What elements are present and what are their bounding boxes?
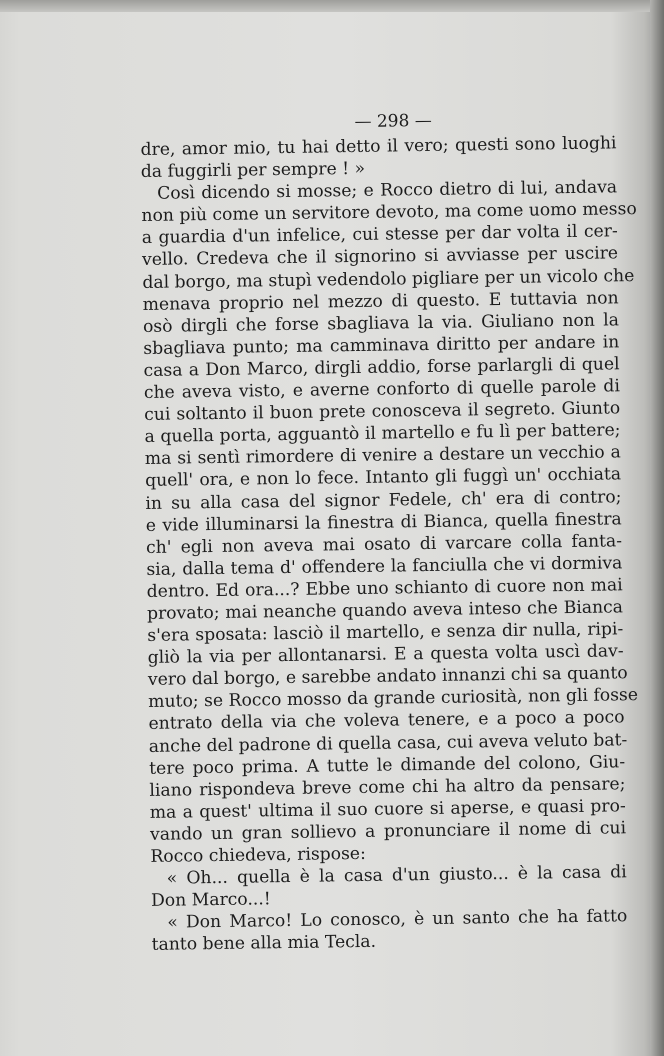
text-line: « Don Marco! Lo conosco, è un santo che ha fatto bbox=[167, 906, 628, 933]
text-line: a quella porta, agguantò il martello e fu lì per battere; bbox=[144, 420, 621, 448]
text-line: che aveva visto, e averne conforto di quelle parole di bbox=[143, 376, 621, 404]
text-line: Così dicendo si mosse; e Rocco dietro di lui, andava bbox=[157, 177, 618, 204]
text-line: dre, amor mio, tu hai detto il vero; questi sono luoghi bbox=[140, 133, 617, 160]
text-line: tanto bene alla mia Tecla. bbox=[151, 932, 377, 956]
text-line: entrato della via che voleva tenere, e a poco a poco bbox=[148, 707, 625, 735]
text-line: Rocco chiedeva, rispose: bbox=[150, 843, 366, 867]
text-line: Don Marco...! bbox=[150, 889, 271, 912]
text-line: dal borgo, ma stupì vedendolo pigliare per un vicolo che bbox=[142, 265, 635, 293]
text-line: anche del padrone di quella casa, cui aveva veluto bat- bbox=[148, 729, 628, 757]
text-line: vando un gran sollievo a pronunciare il nome di cui bbox=[149, 818, 627, 845]
text-line: ch' egli non aveva mai osato di varcare colla fanta- bbox=[145, 531, 623, 558]
text-line: e vide illuminarsi la finestra di Bianca, quella finestra bbox=[145, 508, 622, 536]
text-line: « Oh... quella è la casa d'un giusto... è la casa di bbox=[166, 862, 627, 889]
text-line: in su alla casa del signor Fedele, ch' era di contro; bbox=[145, 486, 622, 514]
text-line: liano rispondeva breve come chi ha altro da pensare; bbox=[149, 774, 626, 801]
text-line: ma a quest' ultima il suo cuore si aperse, e quasi pro- bbox=[149, 796, 626, 823]
page-binding-shadow bbox=[650, 0, 664, 1056]
page-top-edge bbox=[0, 0, 664, 12]
text-line: da fuggirli per sempre ! » bbox=[140, 158, 366, 183]
text-line: vello. Credeva che il signorino si avviasse per uscire bbox=[141, 243, 619, 271]
page-text-block bbox=[140, 105, 639, 956]
text-line: quell' ora, e non lo fece. Intanto gli fuggì un' occhiata bbox=[145, 464, 622, 492]
text-line: menava proprio nel mezzo di questo. E tuttavia non bbox=[142, 287, 619, 315]
text-line: ma si sentì rimordere di venire a destare un vecchio a bbox=[144, 442, 621, 470]
text-line: gliò la via per allontanarsi. E a questa volta uscì dav- bbox=[147, 641, 624, 669]
text-line: vero dal borgo, e sarebbe andato innanzi chi sa quanto bbox=[147, 663, 628, 691]
text-line: non più come un servitore devoto, ma come uomo messo bbox=[141, 199, 637, 227]
text-line: muto; se Rocco mosso da grande curiosità, non gli fosse bbox=[148, 685, 639, 713]
text-line: s'era sposata: lasciò il martello, e senza dir nulla, ripi- bbox=[147, 619, 624, 647]
text-line: sbagliava punto; ma camminava diritto per andare in bbox=[143, 332, 620, 359]
text-line: provato; mai neanche quando aveva inteso che Bianca bbox=[146, 597, 624, 624]
text-line: cui soltanto il buon prete conosceva il segreto. Giunto bbox=[144, 398, 621, 426]
text-line: tere poco prima. A tutte le dimande del colono, Giu- bbox=[149, 751, 626, 779]
text-line: casa a Don Marco, dirgli addio, forse parlargli di quel bbox=[143, 354, 620, 381]
text-line: a guardia d'un infelice, cui stesse per dar volta il cer- bbox=[141, 221, 618, 249]
text-line: dentro. Ed ora...? Ebbe uno schianto di cuore non mai bbox=[146, 575, 623, 602]
text-line: osò dirgli che forse sbagliava la via. Giuliano non la bbox=[142, 310, 620, 337]
text-line: sia, dalla tema d' offendere la fanciulla che vi dormiva bbox=[146, 553, 623, 580]
page-number: — 298 — bbox=[354, 110, 432, 133]
